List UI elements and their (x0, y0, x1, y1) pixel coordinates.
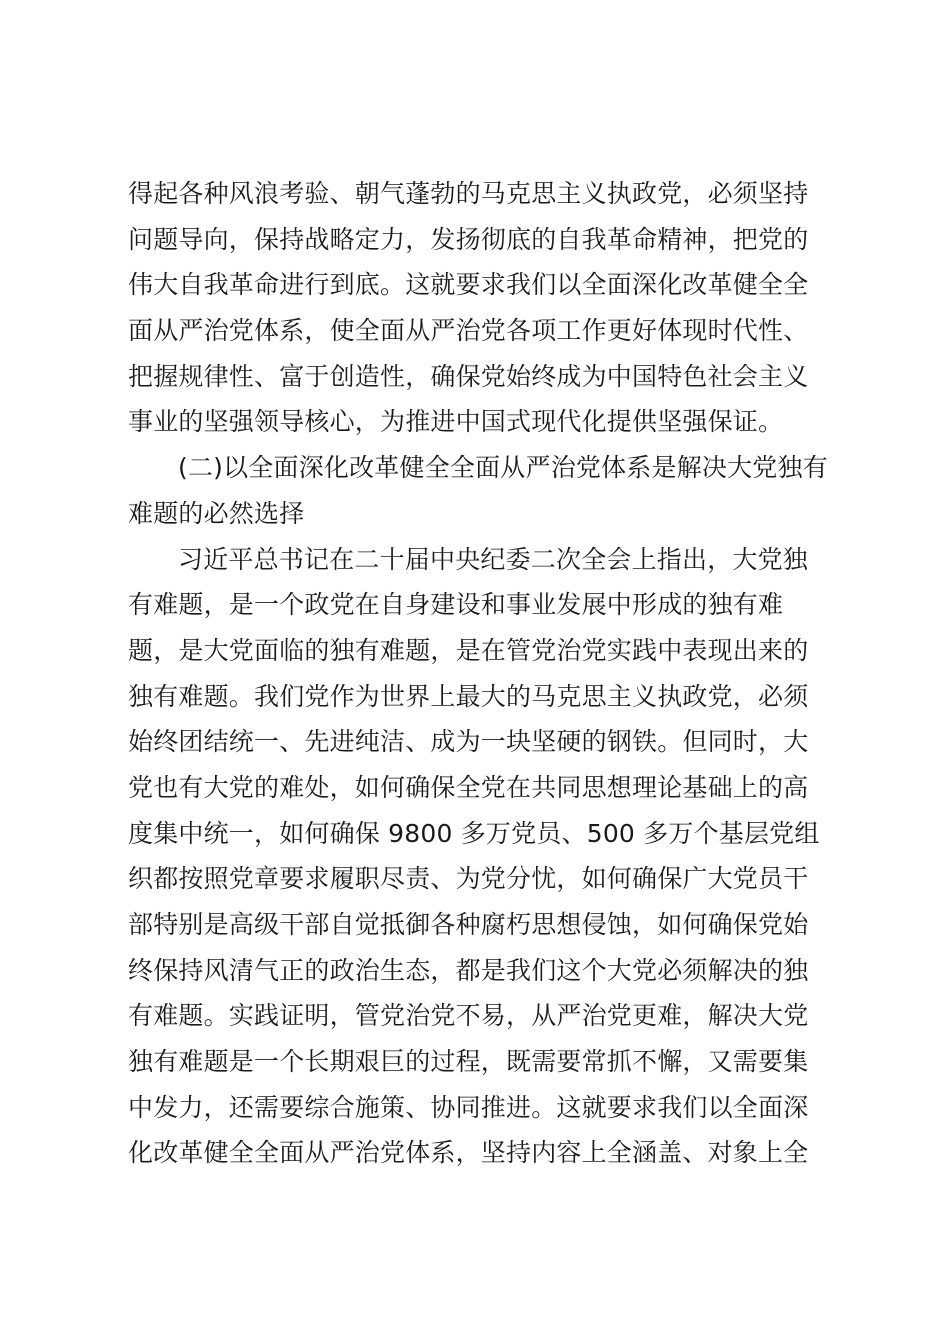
paragraph-line: 独有难题是一个长期艰巨的过程，既需要常抓不懈，又需要集 (128, 1047, 809, 1077)
paragraph-line: 中发力，还需要综合施策、协同推进。这就要求我们以全面深 (128, 1092, 809, 1122)
paragraph-line: 伟大自我革命进行到底。这就要求我们以全面深化改革健全全 (128, 270, 809, 300)
paragraph-continued (128, 171, 828, 445)
section-heading (128, 445, 828, 536)
paragraph-line: 得起各种风浪考验、朝气蓬勃的马克思主义执政党，必须坚持 (128, 179, 809, 208)
paragraph-line: 面从严治党体系，使全面从严治党各项工作更好体现时代性、 (128, 316, 809, 346)
paragraph-line: 党也有大党的难处，如何确保全党在共同思想理论基础上的高 (128, 772, 809, 802)
paragraph-line: 事业的坚强领导核心，为推进中国式现代化提供坚强保证。 (128, 407, 784, 437)
paragraph-line: 有难题，是一个政党在自身建设和事业发展中形成的独有难 (128, 590, 784, 620)
paragraph-line: 有难题。实践证明，管党治党不易，从严治党更难，解决大党 (128, 1001, 809, 1031)
paragraph-line: 始终团结统一、先进纯洁、成为一块坚硬的钢铁。但同时，大 (128, 727, 809, 757)
paragraph-line: 题，是大党面临的独有难题，是在管党治党实践中表现出来的 (128, 635, 809, 665)
paragraph (128, 537, 828, 1177)
paragraph-line: 度集中统一，如何确保 9800 多万党员、500 多万个基层党组 (128, 818, 820, 848)
paragraph-line: 习近平总书记在二十届中央纪委二次全会上指出，大党独 (178, 544, 809, 574)
heading-line: (二)以全面深化改革健全全面从严治党体系是解决大党独有 (178, 453, 828, 483)
paragraph-line: 把握规律性、富于创造性，确保党始终成为中国特色社会主义 (128, 361, 809, 391)
heading-line: 难题的必然选择 (128, 498, 305, 528)
paragraph-line: 织都按照党章要求履职尽责、为党分忧，如何确保广大党员干 (128, 864, 809, 894)
document-body (128, 171, 828, 1176)
paragraph-line: 部特别是高级干部自觉抵御各种腐朽思想侵蚀，如何确保党始 (128, 910, 809, 939)
paragraph-line: 化改革健全全面从严治党体系，坚持内容上全涵盖、对象上全 (128, 1138, 809, 1168)
paragraph-line: 问题导向，保持战略定力，发扬彻底的自我革命精神，把党的 (128, 224, 809, 254)
paragraph-line: 独有难题。我们党作为世界上最大的马克思主义执政党，必须 (128, 681, 809, 711)
paragraph-line: 终保持风清气正的政治生态，都是我们这个大党必须解决的独 (128, 955, 809, 985)
